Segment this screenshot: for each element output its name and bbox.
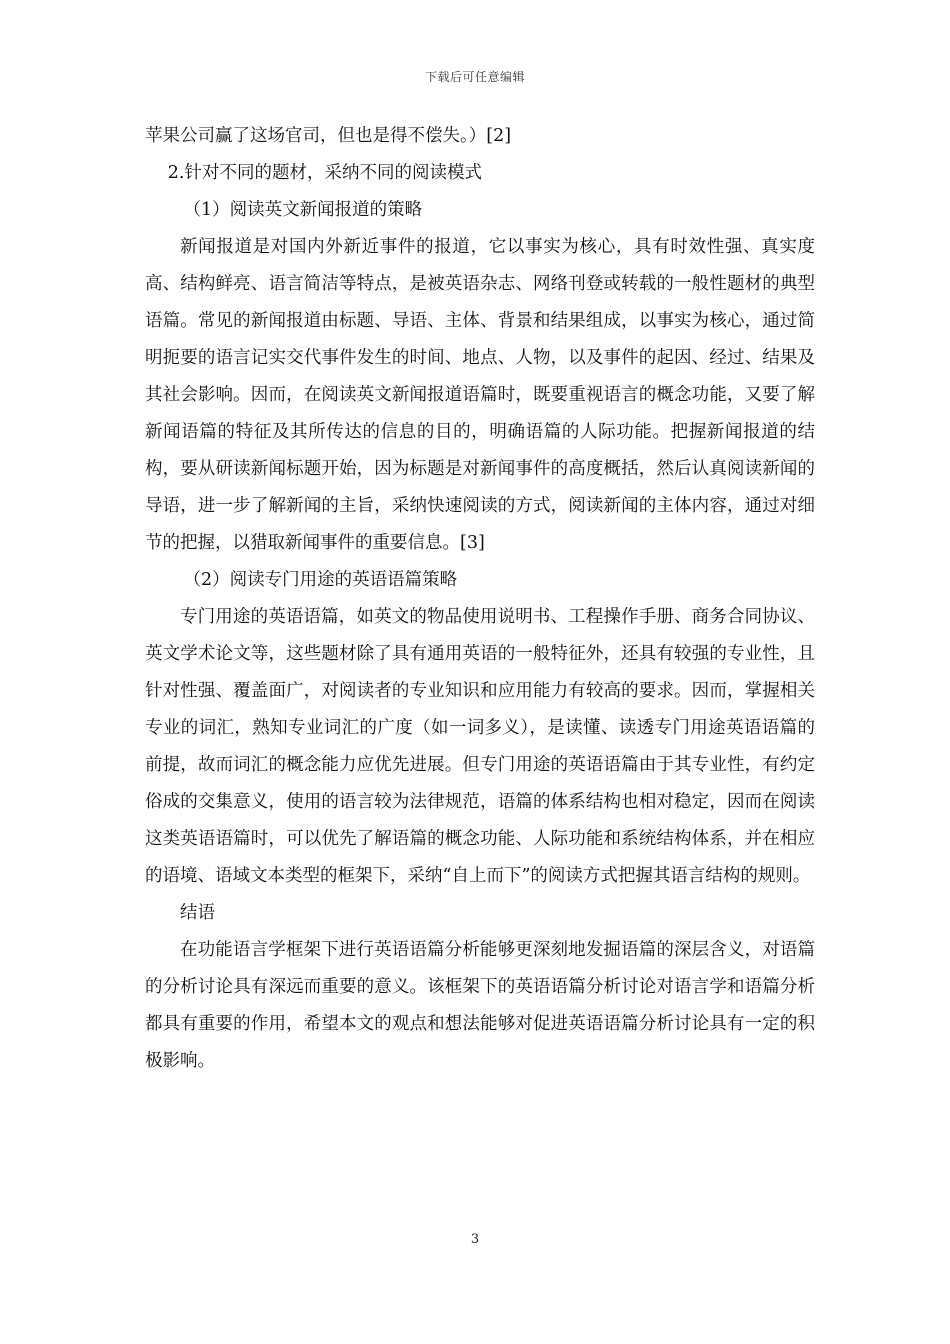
paragraph-special-purpose: 专门用途的英语语篇，如英文的物品使用说明书、工程操作手册、商务合同协议、英文学术论文等，这些题材除了具有通用英语的一般特征外，还具有较强的专业性，且针对性强、覆盖面广，对阅读者的专业知识和应用能力有较高的要求。因而，掌握相关专业的词汇，熟知专业词汇的广度（如一词多义），是读懂、读透专门用途英语语篇的前提，故而词汇的概念能力应优先进展。但专门用途的英语语篇由于其专业性，有约定俗成的交集意义，使用的语言较为法律规范，语篇的体系结构也相对稳定，因而在阅读这类英语语篇时，可以优先了解语篇的概念功能、人际功能和系统结构体系，并在相应的语境、语域文本类型的框架下，采纳“自上而下”的阅读方式把握其语言结构的规则。 [145,607,815,886]
conclusion-heading: 结语 [180,903,215,923]
page-header: 下载后可任意编辑 [424,70,525,84]
section-heading: 2.针对不同的题材，采纳不同的阅读模式 [167,163,482,183]
paragraph-continuation: 苹果公司赢了这场官司，但也是得不偿失。）[2] [145,126,512,146]
paragraph-news-strategy: 新闻报道是对国内外新近事件的报道，它以事实为核心，具有时效性强、真实度高、结构鲜亮、语言简洁等特点，是被英语杂志、网络刊登或转载的一般性题材的典型语篇。常见的新闻报道由标题、导语、主体、背景和结果组成，以事实为核心，通过简明扼要的语言记实交代事件发生的时间、地点、人物，以及事件的起因、经过、结果及其社会影响。因而，在阅读英文新闻报道语篇时，既要重视语言的概念功能，又要了解新闻语篇的特征及其所传达的信息的目的，明确语篇的人际功能。把握新闻报道的结构，要从研读新闻标题开始，因为标题是对新闻事件的高度概括，然后认真阅读新闻的导语，进一步了解新闻的主旨，采纳快速阅读的方式，阅读新闻的主体内容，通过对细节的把握，以猎取新闻事件的重要信息。[3] [145,237,815,553]
paragraph-conclusion: 在功能语言学框架下进行英语语篇分析能够更深刻地发掘语篇的深层含义，对语篇的分析讨论具有深远而重要的意义。该框架下的英语语篇分析讨论对语言学和语篇分析都具有重要的作用，希望本文的观点和想法能够对促进英语语篇分析讨论具有一定的积极影响。 [145,940,815,1071]
sub-heading-special-purpose: （2）阅读专门用途的英语语篇策略 [183,570,458,590]
page-number: 3 [470,1232,480,1247]
document-body [145,118,815,1080]
sub-heading-news: （1）阅读英文新闻报道的策略 [183,200,423,220]
